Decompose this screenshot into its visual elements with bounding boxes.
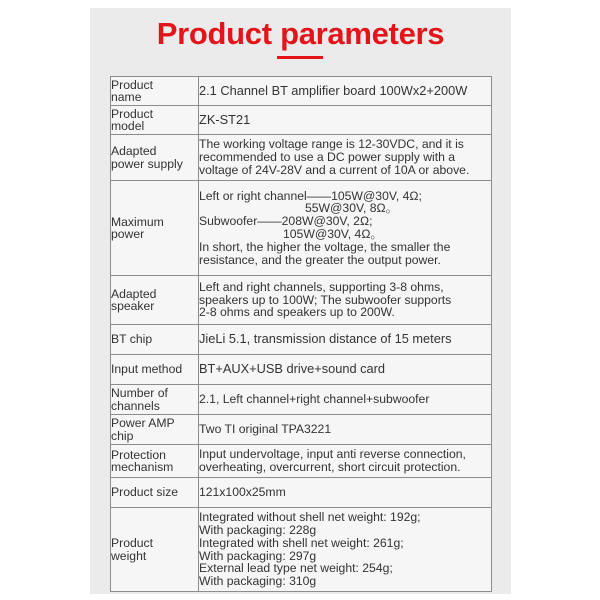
row-label: Power AMP chip xyxy=(111,415,199,445)
table-row xyxy=(111,276,492,325)
row-value: Left or right channel——105W@30V, 4Ω; 55W@30V, 8Ω。 Subwoofer——208W@30V, 2Ω; 105W@30V, 4Ω。 In short, the higher the voltage, the smaller the resistance, and the greater the output power. xyxy=(199,181,492,276)
table-row xyxy=(111,445,492,478)
row-value: 2.1 Channel BT amplifier board 100Wx2+200W xyxy=(199,77,492,106)
row-label: Product size xyxy=(111,478,199,508)
row-value: JieLi 5.1, transmission distance of 15 meters xyxy=(199,325,492,355)
row-label: Product weight xyxy=(111,508,199,592)
row-value: Two TI original TPA3221 xyxy=(199,415,492,445)
row-label: Input method xyxy=(111,355,199,385)
page-title: Product parameters xyxy=(156,16,445,51)
row-value: BT+AUX+USB drive+sound card xyxy=(199,355,492,385)
parameters-table xyxy=(110,76,492,592)
row-value: The working voltage range is 12-30VDC, and it is recommended to use a DC power supply with a voltage of 24V-28V and a current of 10A or above. xyxy=(199,135,492,181)
row-value: 2.1, Left channel+right channel+subwoofer xyxy=(199,385,492,415)
row-value: Integrated without shell net weight: 192g; With packaging: 228g Integrated with shell net weight: 261g; With packaging: 297g External lead type net weight: 254g; With packaging: 310g xyxy=(199,508,492,592)
row-value: ZK-ST21 xyxy=(199,106,492,135)
row-label: Product name xyxy=(111,77,199,106)
table-row xyxy=(111,181,492,276)
table-row xyxy=(111,325,492,355)
table-row xyxy=(111,415,492,445)
row-value: 121x100x25mm xyxy=(199,478,492,508)
table-row xyxy=(111,355,492,385)
row-label: Adapted power supply xyxy=(111,135,199,181)
row-label: Number of channels xyxy=(111,385,199,415)
row-label: Protection mechanism xyxy=(111,445,199,478)
row-label: Product model xyxy=(111,106,199,135)
spec-card xyxy=(90,8,511,594)
row-label: Adapted speaker xyxy=(111,276,199,325)
row-label: Maximum power xyxy=(111,181,199,276)
table-row xyxy=(111,385,492,415)
row-value: Input undervoltage, input anti reverse connection, overheating, overcurrent, short circuit protection. xyxy=(199,445,492,478)
table-row xyxy=(111,106,492,135)
row-label: BT chip xyxy=(111,325,199,355)
row-value: Left and right channels, supporting 3-8 ohms, speakers up to 100W; The subwoofer supports 2-8 ohms and speakers up to 200W. xyxy=(199,276,492,325)
table-row xyxy=(111,478,492,508)
table-row xyxy=(111,135,492,181)
table-row xyxy=(111,77,492,106)
title-underline xyxy=(277,56,323,59)
table-row xyxy=(111,508,492,592)
